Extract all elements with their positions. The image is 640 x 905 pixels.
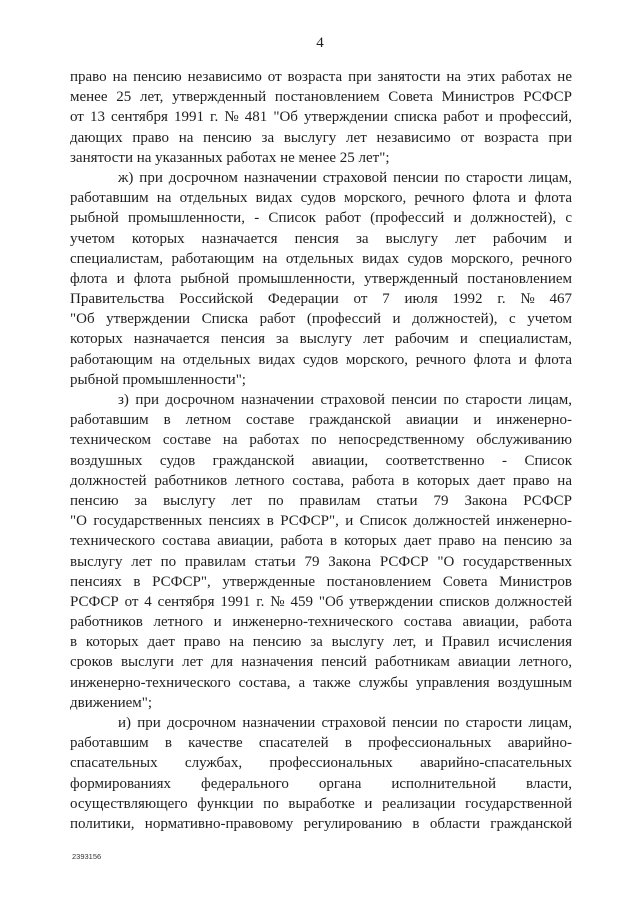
text-line: политики, нормативно-правовому регулированию в области гражданской — [70, 815, 572, 832]
text-line: РСФСР от 4 сентября 1991 г. № 459 "Об утверждении списков должностей — [70, 593, 572, 610]
text-line: работавшим на отдельных видах судов морского, речного флота и флота — [70, 190, 572, 207]
text-line: работников летного и инженерно-технического состава авиации, работа — [70, 614, 572, 631]
text-line: рыбной промышленности"; — [70, 371, 246, 388]
text-line: сроков выслуги лет для назначения пенсий работникам авиации летного, — [70, 654, 572, 671]
paragraph-item-zh — [70, 168, 572, 390]
text-line: от 13 сентября 1991 г. № 481 "Об утверждении списка работ и профессий, — [70, 109, 572, 126]
text-line: менее 25 лет, утвержденный постановлением Совета Министров РСФСР — [70, 89, 572, 106]
text-line: движением"; — [70, 694, 153, 711]
document-code: 2393156 — [72, 852, 102, 861]
text-line: технического состава авиации, работа в которых дает право на пенсию за — [70, 533, 572, 550]
text-line: работавшим в качестве спасателей в профессиональных аварийно- — [70, 735, 572, 752]
text-line: которых назначается пенсия за выслугу лет рабочим и специалистам, — [70, 331, 572, 348]
text-line: и) при досрочном назначении страховой пенсии по старости лицам, — [118, 715, 572, 731]
text-line: инженерно-технического состава, а также службы управления воздушным — [70, 674, 572, 691]
text-line: работающим на отдельных видах судов морского, речного флота и флота — [70, 351, 572, 368]
text-line: дающих право на пенсию за выслугу лет независимо от возраста при — [70, 129, 572, 146]
text-line: воздушных судов гражданской авиации, соответственно - Список — [70, 452, 572, 469]
text-line: "Об утверждении Списка работ (профессий и должностей), с учетом — [70, 311, 572, 328]
text-line: з) при досрочном назначении страховой пенсии по старости лицам, — [118, 392, 572, 408]
text-line: пенсию за выслугу лет по правилам статьи 79 Закона РСФСР — [70, 492, 572, 509]
text-line: осуществляющего функции по выработке и реализации государственной — [70, 795, 572, 812]
text-line: учетом которых назначается пенсия за выслугу лет рабочим и — [70, 230, 572, 247]
text-line: ж) при досрочном назначении страховой пенсии по старости лицам, — [118, 169, 572, 186]
text-line: техническом составе на работах по непосредственному обслуживанию — [70, 432, 572, 449]
paragraph-item-z — [70, 390, 572, 713]
text-line: в которых дает право на пенсию за выслугу лет, и Правил исчисления — [70, 634, 572, 651]
text-line: занятости на указанных работах не менее 25 лет"; — [70, 149, 390, 166]
page-number: 4 — [316, 35, 324, 51]
text-line: должностей работников летного состава, работа в которых дает право на — [70, 472, 572, 489]
text-line: рыбной промышленности, - Список работ (профессий и должностей), с — [70, 210, 572, 227]
text-line: флота и флота рыбной промышленности, утвержденный постановлением — [70, 270, 572, 287]
text-line: специалистам, работающим на отдельных видах судов морского, речного — [70, 250, 572, 267]
text-line: спасательных службах, профессиональных аварийно-спасательных — [70, 755, 572, 772]
paragraph-continuation — [70, 67, 572, 168]
text-line: работавшим в летном составе гражданской авиации и инженерно- — [70, 412, 572, 429]
text-line: право на пенсию независимо от возраста при занятости на этих работах не — [70, 69, 572, 85]
text-line: пенсиях в РСФСР", утвержденные постановлением Совета Министров — [70, 573, 572, 590]
document-body — [70, 67, 572, 834]
paragraph-item-i — [70, 713, 572, 834]
text-line: формированиях федерального органа исполнительной власти, — [70, 775, 572, 792]
text-line: "О государственных пенсиях в РСФСР", и Список должностей инженерно- — [70, 513, 572, 530]
text-line: выслугу лет по правилам статьи 79 Закона РСФСР "О государственных — [70, 553, 572, 570]
text-line: Правительства Российской Федерации от 7 июля 1992 г. № 467 — [70, 291, 572, 308]
